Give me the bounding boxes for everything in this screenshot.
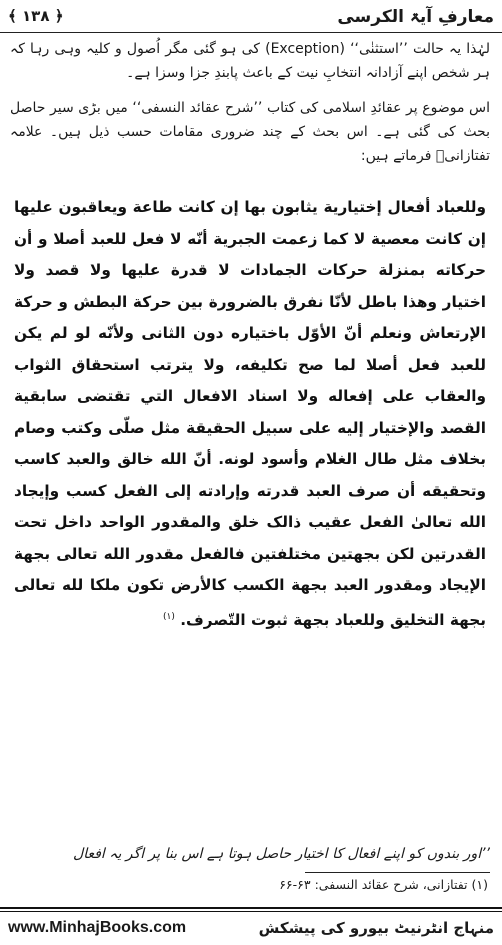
- page-footer: [8, 914, 494, 942]
- footer-divider-thick: [0, 907, 502, 909]
- header-divider: [0, 32, 502, 33]
- urdu-paragraph-2: اس موضوع پر عقائدِ اسلامی کی کتاب ’’شرح عقائد النسفی‘‘ میں بڑی سیر حاصل بحث کی گئی ہے۔ اس بحث کے چند ضروری مقامات حسب ذیل ہیں۔ علامہ تفتازانیؒ فرماتے ہیں:: [10, 100, 490, 164]
- page-header: [8, 2, 494, 30]
- urdu-paragraph-1: لہٰذا یہ حالت ’’استثنٰی‘‘ (Exception) کی ہو گئی مگر اُصول و کلیہ وہی رہا کہ ہر شخص اپنے آزادانہ انتخابِ نیت کے باعث پابندِ جزا وسزا ہے۔: [10, 41, 490, 81]
- footnote-text: (۱) تفتازانی، شرح عقائد النسفی: ۶۳-۶۶: [279, 877, 488, 892]
- page-number: ﴾ ۱۳۸ ﴿: [8, 7, 64, 25]
- publisher-credit: منہاج انٹرنیٹ بیورو کی پیشکش: [258, 919, 494, 937]
- arabic-quote-text: وللعباد أفعال إختيارية يثابون بها إن كانت طاعة ويعاقبون عليها إن كانت معصية لا كما زعمت الجبرية أنّه لا فعل للعبد أصلا و أن حركاته بمنزلة حركات الجمادات لا قدرة عليها ولا قصد ولا اختيار وهذا باطل لأنّا نفرق بالضرورة بين حركة البطش و حركة الإرتعاش ونعلم أنّ الأوّل باختياره دون الثانی ولأنّه لو لم يكن للعبد فعل أصلا لما صح تكليفه، ولا يترتب استحقاق الثواب والعقاب على إفعاله ولا اسناد الافعال التي تقتضی سابقية القصد والإختيار إليه على سبيل الحقيقة مثل صلّى وكتب وصام بخلاف مثل طال الغلام وأسود لونه. أنّ الله خالق والعبد كاسب وتحقيقه أن صرف العبد قدرته وإرادته إلى الفعل كسب وإيجاد الله تعالىٰ الفعل عقيب ذالک خلق والمقدور الواحد داخل تحت القدرتين لكن بجهتين مختلفتين فالفعل مقدور الله تعالى بجهة الإيجاد ومقدور العبد بجهة الكسب كالأرض تكون ملكا لله تعالى بجهة التخليق وللعباد بجهة ثبوت التّصرف.: [14, 198, 486, 629]
- footnote-divider: [305, 872, 490, 873]
- footer-divider-thin: [0, 911, 502, 912]
- translation-line: ’’اور بندوں کو اپنے افعال کا اختیار حاصل ہوتا ہے اس بنا پر اگر یہ افعال: [73, 846, 490, 862]
- arabic-quote-block: [4, 192, 498, 839]
- arabic-quote-paragraph: [4, 192, 498, 636]
- website-link[interactable]: www.MinhajBooks.com: [8, 919, 187, 936]
- footnote-reference[interactable]: (۱): [163, 611, 175, 622]
- book-title: معارفِ آیۃ الکرسی: [337, 6, 494, 27]
